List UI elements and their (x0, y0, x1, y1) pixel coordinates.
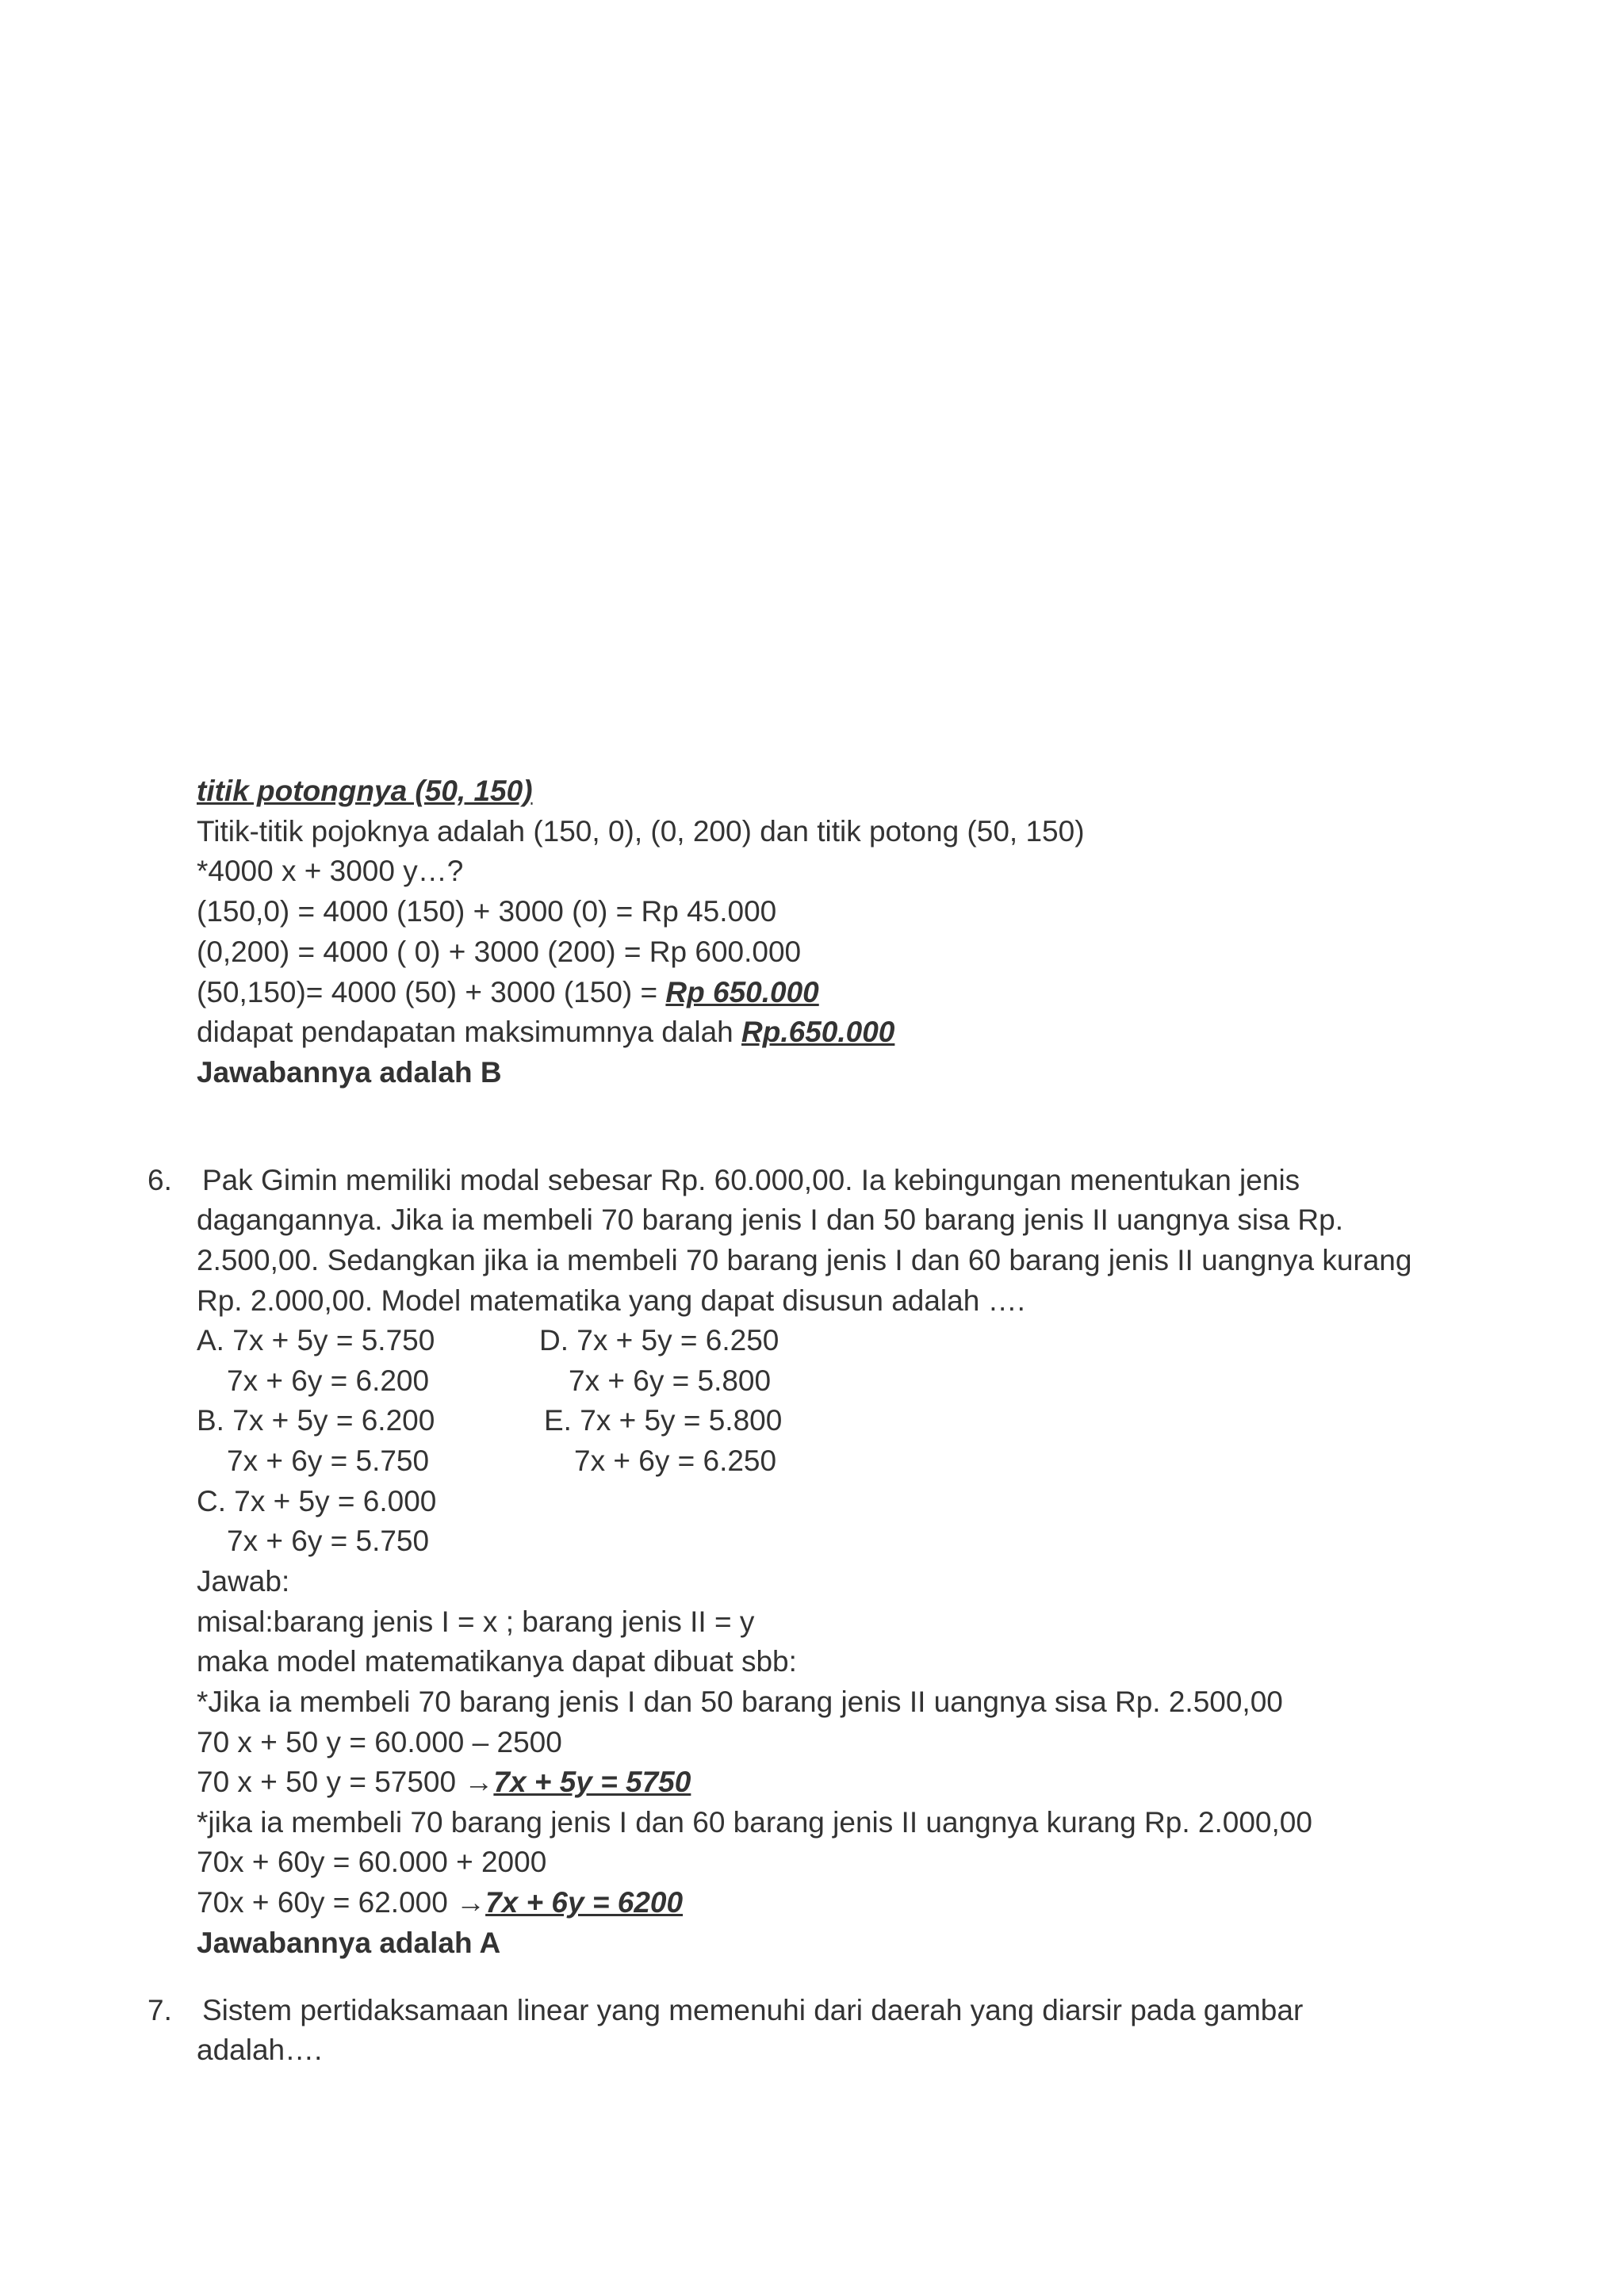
q6-solution-line-7: 70x + 60y = 60.000 + 2000 (197, 1846, 547, 1878)
q6-answer: Jawabannya adalah A (197, 1927, 501, 1959)
block5-line-6-text: didapat pendapatan maksimumnya dalah (197, 1016, 742, 1048)
block5-line-5-text: (50,150)= 4000 (50) + 3000 (150) = (197, 976, 666, 1008)
q6-question-line-2: dagangannya. Jika ia membeli 70 barang jenis I dan 50 barang jenis II uangnya sisa Rp. (197, 1203, 1343, 1236)
q6-solution-line-1: misal:barang jenis I = x ; barang jenis II = y (197, 1605, 755, 1638)
block5-line-1: Titik-titik pojoknya adalah (150, 0), (0, 200) dan titik potong (50, 150) (197, 815, 1085, 848)
block5-line-2: *4000 x + 3000 y…? (197, 855, 464, 887)
q6-option-c-line-2: 7x + 6y = 5.750 (227, 1525, 430, 1557)
q7-question-line-1: Sistem pertidaksamaan linear yang memenuhi dari daerah yang diarsir pada gambar (202, 1994, 1304, 2026)
q6-option-e-line-1: E. 7x + 5y = 5.800 (544, 1404, 783, 1437)
q6-solution-line-3: *Jika ia membeli 70 barang jenis I dan 50 barang jenis II uangnya sisa Rp. 2.500,00 (197, 1686, 1283, 1718)
q6-jawab: Jawab: (197, 1565, 290, 1598)
q6-solution-line-8 (197, 1884, 683, 1922)
q6-option-b-line-1: B. 7x + 5y = 6.200 (197, 1404, 435, 1437)
q6-number: 6. (147, 1164, 172, 1196)
q6-question-line-1: Pak Gimin memiliki modal sebesar Rp. 60.000,00. Ia kebingungan menentukan jenis (202, 1164, 1300, 1196)
q6-solution-line-8-text: 70x + 60y = 62.000 → (197, 1886, 486, 1919)
q6-solution-line-8-result: 7x + 6y = 6200 (485, 1886, 684, 1919)
q7-question-line-2: adalah…. (197, 2034, 323, 2066)
q6-solution-line-5-result: 7x + 5y = 5750 (493, 1766, 691, 1798)
q6-solution-line-6: *jika ia membeli 70 barang jenis I dan 60 barang jenis II uangnya kurang Rp. 2.000,00 (197, 1806, 1312, 1839)
block5-answer: Jawabannya adalah B (197, 1056, 502, 1089)
q7-number: 7. (147, 1994, 172, 2026)
block5-line-3: (150,0) = 4000 (150) + 3000 (0) = Rp 45.000 (197, 895, 777, 928)
block5-line-5-result: Rp 650.000 (665, 976, 819, 1008)
block5-line-5 (197, 974, 819, 1012)
q6-option-d-line-1: D. 7x + 5y = 6.250 (539, 1324, 779, 1357)
q6-option-c-line-1: C. 7x + 5y = 6.000 (197, 1485, 437, 1517)
q6-solution-line-5-text: 70 x + 50 y = 57500 → (197, 1766, 494, 1798)
q6-option-a-line-1: A. 7x + 5y = 5.750 (197, 1324, 435, 1357)
q6-solution-line-4: 70 x + 50 y = 60.000 – 2500 (197, 1726, 562, 1758)
q6-option-b-line-2: 7x + 6y = 5.750 (227, 1445, 430, 1477)
q6-option-a-line-2: 7x + 6y = 6.200 (227, 1364, 430, 1397)
block5-title: titik potongnya (50, 150) (197, 775, 533, 807)
q6-solution-line-5 (197, 1763, 691, 1801)
block5-line-6 (197, 1013, 894, 1051)
q6-question-line-4: Rp. 2.000,00. Model matematika yang dapat disusun adalah …. (197, 1284, 1025, 1317)
q6-option-d-line-2: 7x + 6y = 5.800 (569, 1364, 772, 1397)
block5-line-4: (0,200) = 4000 ( 0) + 3000 (200) = Rp 600.000 (197, 936, 802, 968)
q6-question-line-3: 2.500,00. Sedangkan jika ia membeli 70 barang jenis I dan 60 barang jenis II uangnya kurang (197, 1244, 1412, 1276)
q6-option-e-line-2: 7x + 6y = 6.250 (574, 1445, 777, 1477)
block5-line-6-result: Rp.650.000 (741, 1016, 895, 1048)
q6-solution-line-2: maka model matematikanya dapat dibuat sbb: (197, 1645, 797, 1678)
